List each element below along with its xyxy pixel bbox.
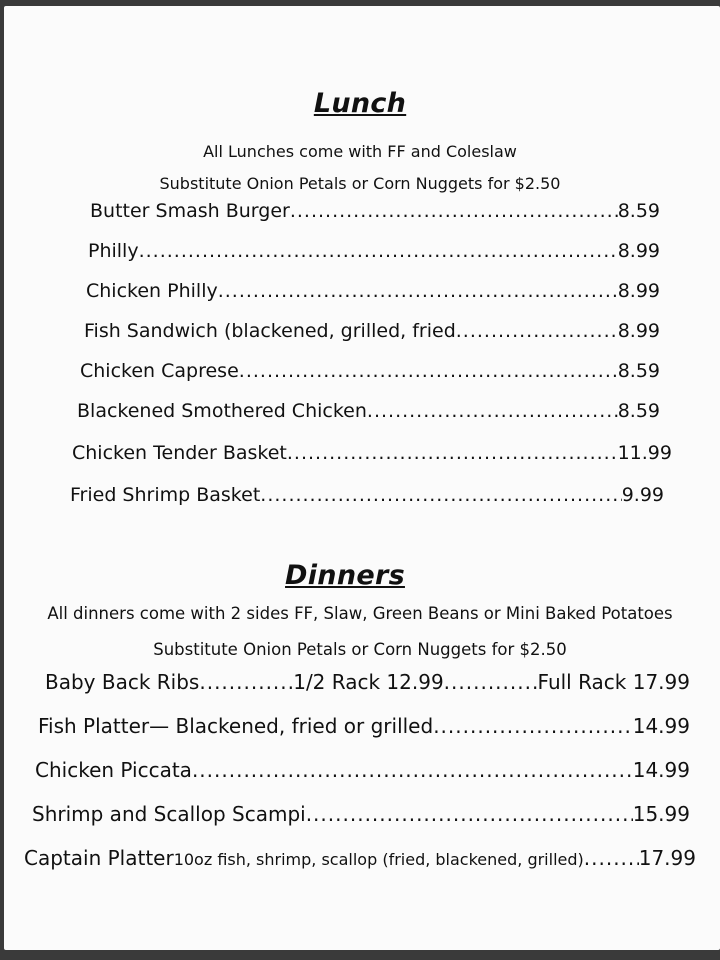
item-name: Chicken Philly	[86, 280, 218, 302]
menu-item-ribs	[45, 670, 690, 694]
item-name: Captain Platter	[24, 846, 174, 870]
item-price: 15.99	[632, 802, 690, 826]
menu-item	[80, 360, 660, 382]
item-name: Fried Shrimp Basket	[70, 484, 261, 506]
dot-leader	[306, 802, 633, 826]
menu-item	[84, 320, 660, 342]
item-price: 8.99	[617, 280, 660, 302]
dot-leader	[218, 280, 618, 302]
dinners-note-sides: All dinners come with 2 sides FF, Slaw, Green Beans or Mini Baked Potatoes	[47, 604, 673, 623]
menu-item	[32, 802, 690, 826]
menu-item-captain-platter	[24, 846, 696, 870]
dinners-heading: Dinners	[285, 560, 405, 591]
dot-leader	[239, 360, 618, 382]
dot-leader	[192, 758, 633, 782]
dot-leader	[290, 200, 618, 222]
dot-leader	[287, 442, 618, 464]
item-name: Fish Platter— Blackened, fried or grilled	[38, 714, 434, 738]
item-price: 11.99	[617, 442, 672, 464]
item-price: 9.99	[621, 484, 664, 506]
dot-leader	[199, 670, 293, 694]
menu-item	[86, 280, 660, 302]
item-price: 8.59	[617, 360, 660, 382]
item-price: 8.59	[617, 400, 660, 422]
item-price: 8.99	[617, 320, 660, 342]
lunch-note-substitute: Substitute Onion Petals or Corn Nuggets for $2.50	[159, 174, 561, 193]
item-price: 8.59	[617, 200, 660, 222]
menu-item	[90, 200, 660, 222]
item-name: Butter Smash Burger	[90, 200, 290, 222]
item-name: Blackened Smothered Chicken	[77, 400, 367, 422]
item-name: Chicken Tender Basket	[72, 442, 287, 464]
item-price: 14.99	[632, 758, 690, 782]
menu-item	[38, 714, 690, 738]
item-price: 14.99	[632, 714, 690, 738]
item-name: Fish Sandwich (blackened, grilled, fried	[84, 320, 456, 342]
dot-leader	[584, 846, 639, 870]
lunch-note-sides: All Lunches come with FF and Coleslaw	[203, 142, 517, 161]
item-price-half-rack: 1/2 Rack 12.99	[293, 670, 444, 694]
dot-leader	[456, 320, 618, 342]
item-name: Chicken Caprese	[80, 360, 239, 382]
item-name: Baby Back Ribs	[45, 670, 200, 694]
item-name: Chicken Piccata	[35, 758, 192, 782]
item-description: 10oz fish, shrimp, scallop (fried, blackened, grilled)	[173, 850, 584, 869]
dot-leader	[444, 670, 538, 694]
dot-leader	[433, 714, 633, 738]
item-price-full-rack: Full Rack 17.99	[537, 670, 690, 694]
menu-item	[88, 240, 660, 262]
menu-item	[70, 484, 664, 506]
item-price: 8.99	[617, 240, 660, 262]
item-price: 17.99	[638, 846, 696, 870]
dinners-note-substitute: Substitute Onion Petals or Corn Nuggets for $2.50	[153, 640, 567, 659]
item-name: Shrimp and Scallop Scampi	[32, 802, 306, 826]
dot-leader	[367, 400, 618, 422]
dot-leader	[139, 240, 618, 262]
menu-item	[77, 400, 660, 422]
lunch-heading: Lunch	[313, 88, 407, 119]
menu-item	[72, 442, 672, 464]
item-name: Philly	[88, 240, 139, 262]
menu-item	[35, 758, 690, 782]
dot-leader	[260, 484, 621, 506]
